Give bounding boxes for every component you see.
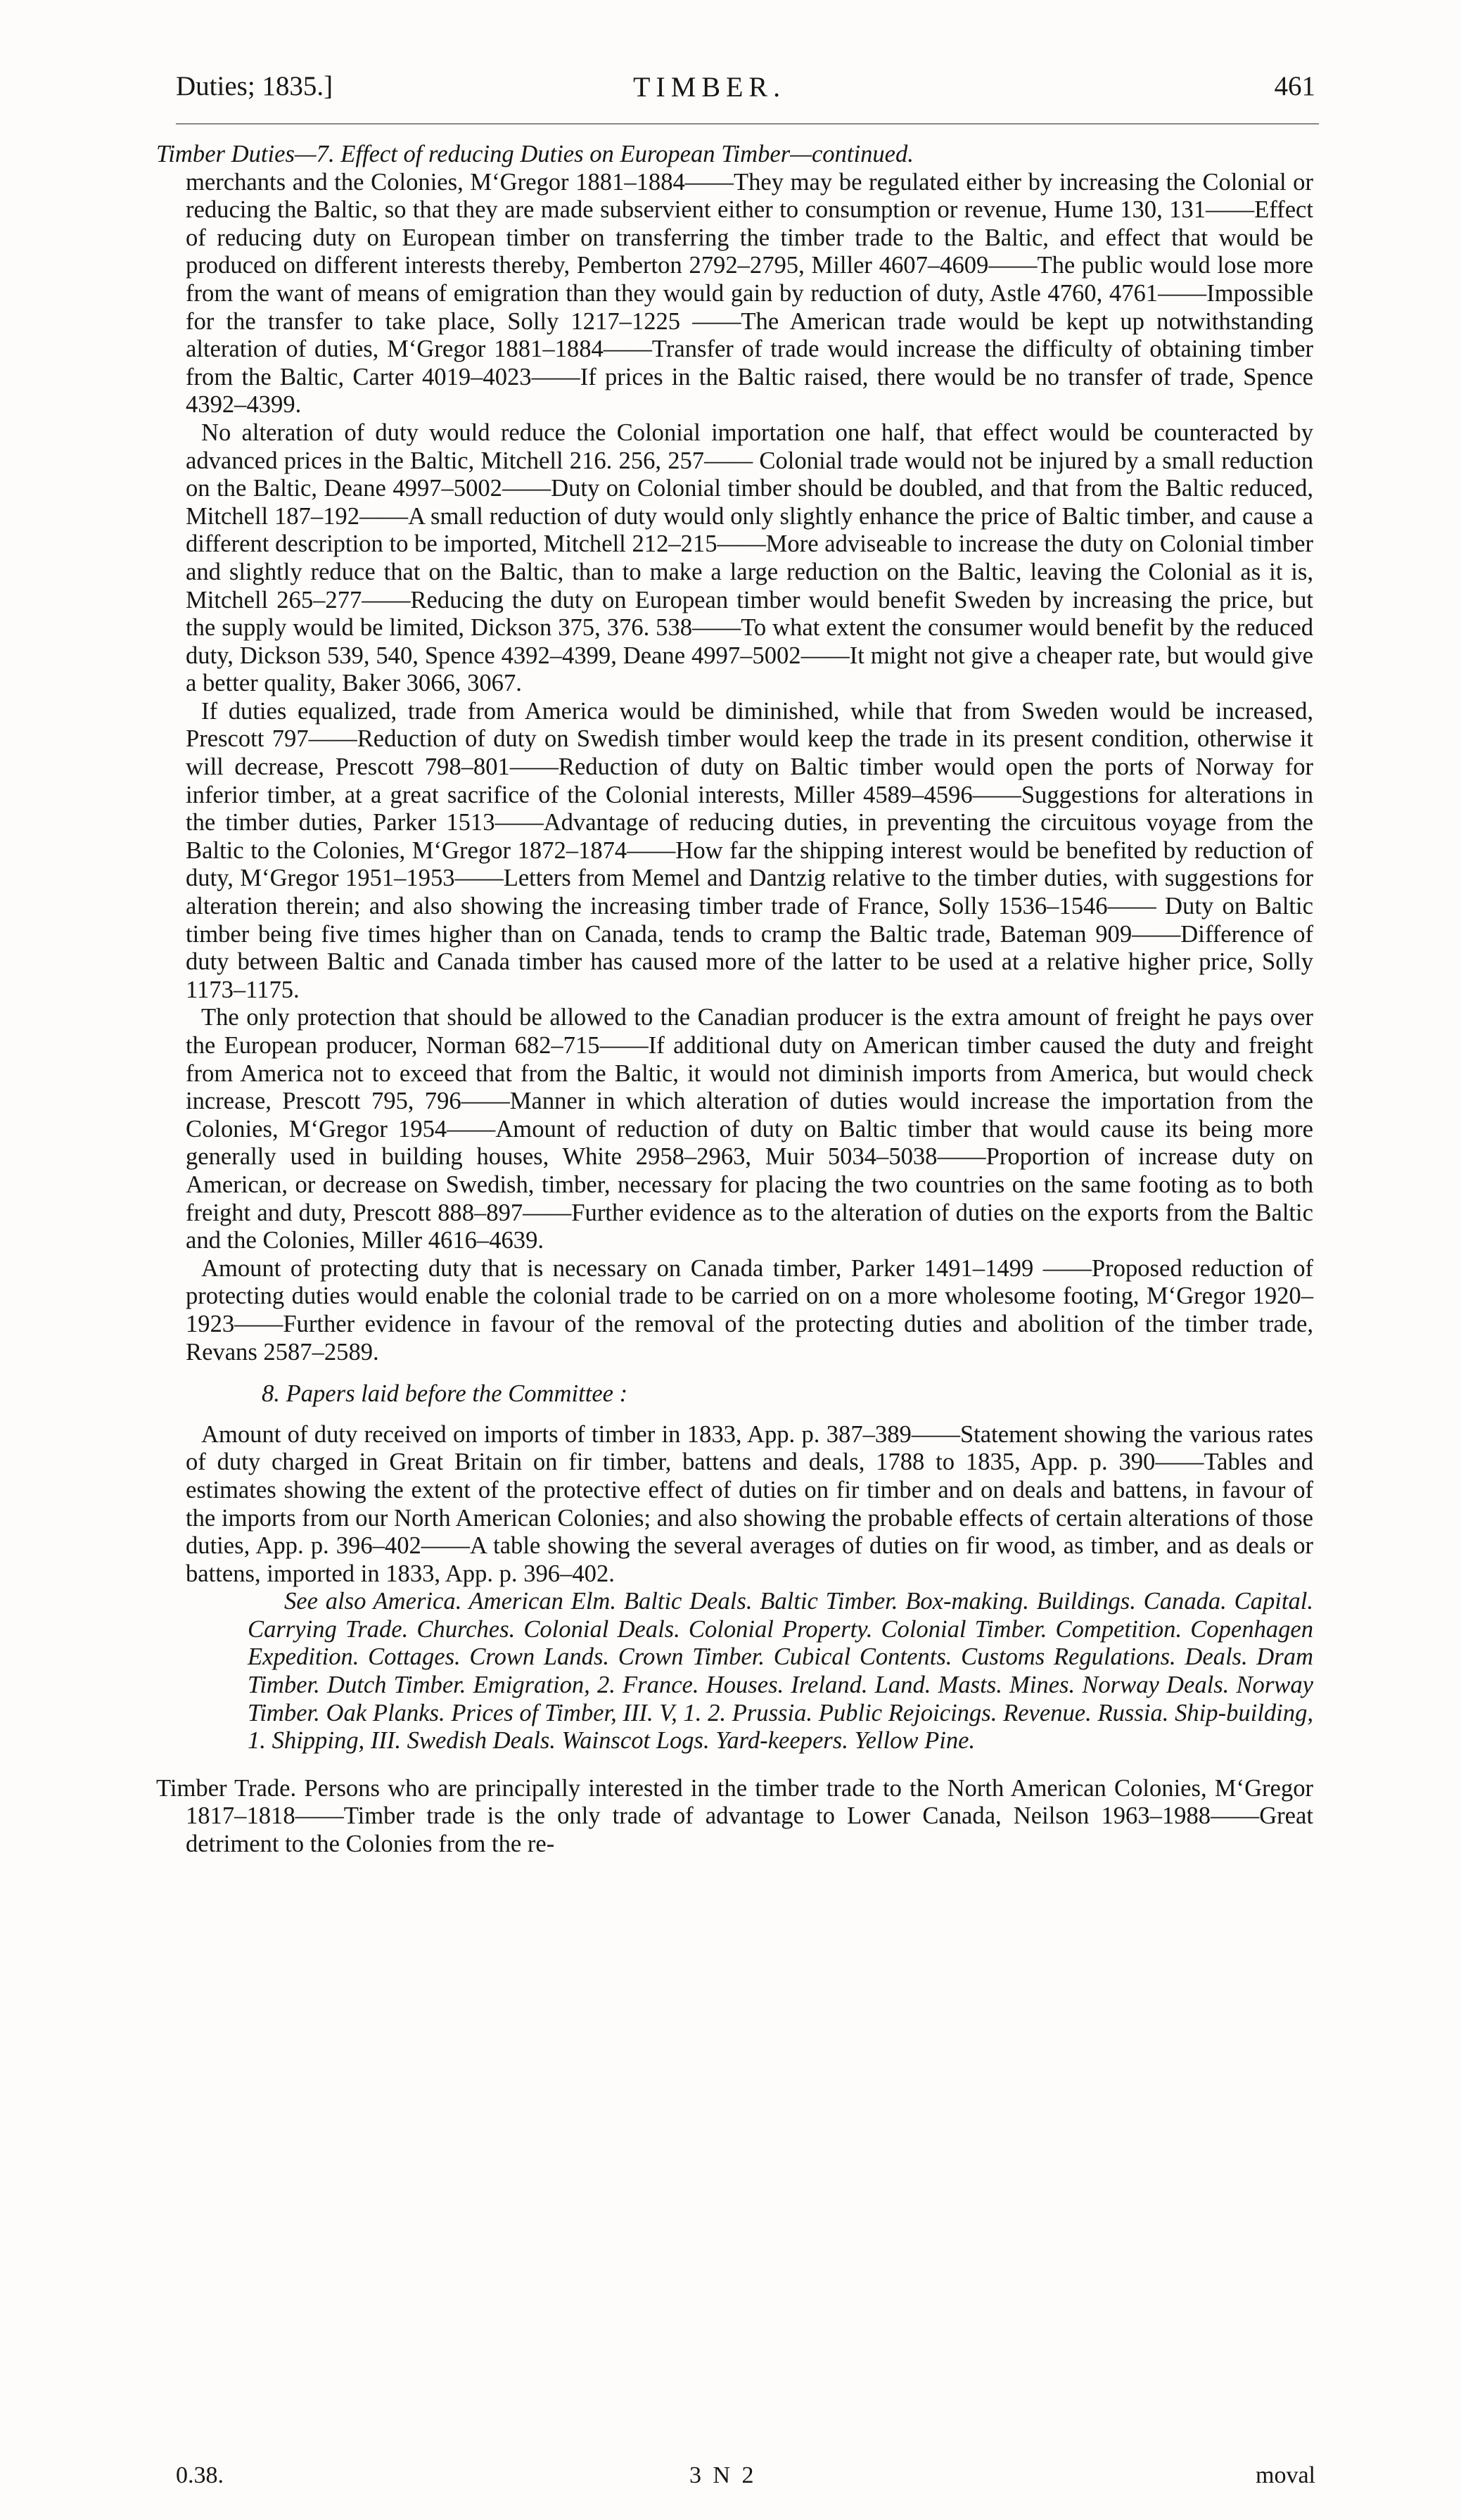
papers-paragraph: Amount of duty received on imports of timber in 1833, App. p. 387–389——Statement showing the various rates of duty charged in Great Britain on fir timber, battens and deals, 1788 to 1835, App. p. 390——Tables and estimates showing the extent of the protective effect of duties on fir timber and on deals and battens, in favour of the imports from our North American Colonies; and also showing the probable effects of certain alterations of those duties, App. p. 396–402——A table showing the several averages of duties on fir wood, as timber, and as deals or battens, imported in 1833, App. p. 396–402. (186, 1420, 1313, 1587)
page-body (156, 141, 1313, 1859)
running-head (176, 70, 1315, 113)
running-head-section: Duties; 1835.] (176, 71, 333, 101)
paragraph-2: No alteration of duty would reduce the Colonial importation one half, that effect would be counteracted by advanced prices in the Baltic, Mitchell 216. 256, 257—— Colonial trade would not be injured by a small reduction on the Baltic, Deane 4997–5002——Duty on Colonial timber should be doubled, and that from the Baltic reduced, Mitchell 187–192——A small reduction of duty would only slightly enhance the price of Baltic timber, and cause a different description to be imported, Mitchell 212–215——More adviseable to increase the duty on Colonial timber and slightly reduce that on the Baltic, than to make a large reduction on the Baltic, leaving the Colonial as it is, Mitchell 265–277——Reducing the duty on European timber would benefit Sweden by increasing the price, but the supply would be limited, Dickson 375, 376. 538——To what extent the consumer would benefit by the reduced duty, Dickson 539, 540, Spence 4392–4399, Deane 4997–5002——It might not give a cheaper rate, but would give a better quality, Baker 3066, 3067. (186, 419, 1313, 697)
paragraph-5: Amount of protecting duty that is necessary on Canada timber, Parker 1491–1499 ——Proposed reduction of protecting duties would enable the colonial trade to be carried on on a more wholesome footing, M‘Gregor 1920–1923——Further evidence in favour of the removal of the protecting duties and abolition of the timber trade, Revans 2587–2589. (186, 1254, 1313, 1366)
paragraph-1: merchants and the Colonies, M‘Gregor 1881–1884——They may be regulated either by increasing the Colonial or reducing the Baltic, so that they are made subservient either to consumption or revenue, Hume 130, 131——Effect of reducing duty on European timber on transferring the timber trade to the Baltic, and effect that would be produced on different interests thereby, Pemberton 2792–2795, Miller 4607–4609——The public would lose more from the want of means of emigration than they would gain by reduction of duty, Astle 4760, 4761——Impossible for the transfer to take place, Solly 1217–1225 ——The American trade would be kept up notwithstanding alteration of duties, M‘Gregor 1881–1884——Transfer of trade would increase the difficulty of obtaining timber from the Baltic, Carter 4019–4023——If prices in the Baltic raised, there would be no transfer of trade, Spence 4392–4399. (186, 168, 1313, 419)
footer-reference: 0.38. (176, 2462, 224, 2488)
header-rule (176, 123, 1319, 125)
page-footer (176, 2462, 1315, 2497)
timber-trade-entry: Timber Trade. Persons who are principally interested in the timber trade to the North American Colonies, M‘Gregor 1817–1818——Timber trade is the only trade of advantage to Lower Canada, Neilson 1963–1988——Great detriment to the Colonies from the re- (156, 1774, 1313, 1858)
running-head-title: TIMBER. (633, 71, 786, 103)
signature-mark: 3 N 2 (689, 2462, 757, 2488)
section-heading: Timber Duties—7. Effect of reducing Duties on European Timber—continued. (156, 141, 914, 167)
spacer (156, 1755, 1313, 1775)
catchword: moval (1256, 2462, 1315, 2488)
page-number: 461 (1274, 71, 1315, 101)
subsection-heading: 8. Papers laid before the Committee : (262, 1380, 628, 1408)
paragraph-4: The only protection that should be allowed to the Canadian producer is the extra amount of freight he pays over the European producer, Norman 682–715——If additional duty on American timber caused the duty and freight from America not to exceed that from the Baltic, it would not diminish imports from America, but would check increase, Prescott 795, 796——Manner in which alteration of duties would increase the importation from the Colonies, M‘Gregor 1954——Amount of reduction of duty on Baltic timber that would cause its being more generally used in building houses, White 2958–2963, Muir 5034–5038——Proportion of increase duty on American, or decrease on Swedish, timber, necessary for placing the two countries on the same footing as to both freight and duty, Prescott 888–897——Further evidence as to the alteration of duties on the exports from the Baltic and the Colonies, Miller 4616–4639. (186, 1004, 1313, 1254)
paragraph-3: If duties equalized, trade from America would be diminished, while that from Sweden would be increased, Prescott 797——Reduction of duty on Swedish timber would keep the trade in its present condition, otherwise it will decrease, Prescott 798–801——Reduction of duty on Baltic timber would open the ports of Norway for inferior timber, at a great sacrifice of the Colonial interests, Miller 4589–4596——Suggestions for alterations in the timber duties, Parker 1513——Advantage of reducing duties, in preventing the circuitous voyage from the Baltic to the Colonies, M‘Gregor 1872–1874——How far the shipping interest would be benefited by reduction of duty, M‘Gregor 1951–1953——Letters from Memel and Dantzig relative to the timber duties, with suggestions for alteration therein; and also showing the increasing timber trade of France, Solly 1536–1546—— Duty on Baltic timber being five times higher than on Canada, tends to cramp the Baltic trade, Bateman 909——Difference of duty between Baltic and Canada timber has caused more of the latter to be used at a relative higher price, Solly 1173–1175. (186, 697, 1313, 1003)
see-also-list: See also America. American Elm. Baltic Deals. Baltic Timber. Box-making. Buildings. Canada. Capital. Carrying Trade. Churches. Colonial Deals. Colonial Property. Colonial Timber. Competition. Copenhagen Expedition. Cottages. Crown Lands. Crown Timber. Cubical Contents. Customs Regulations. Deals. Dram Timber. Dutch Timber. Emigration, 2. France. Houses. Ireland. Land. Masts. Mines. Norway Deals. Norway Timber. Oak Planks. Prices of Timber, III. V, 1. 2. Prussia. Public Rejoicings. Revenue. Russia. Ship-building, 1. Shipping, III. Swedish Deals. Wainscot Logs. Yard-keepers. Yellow Pine. (248, 1588, 1313, 1755)
